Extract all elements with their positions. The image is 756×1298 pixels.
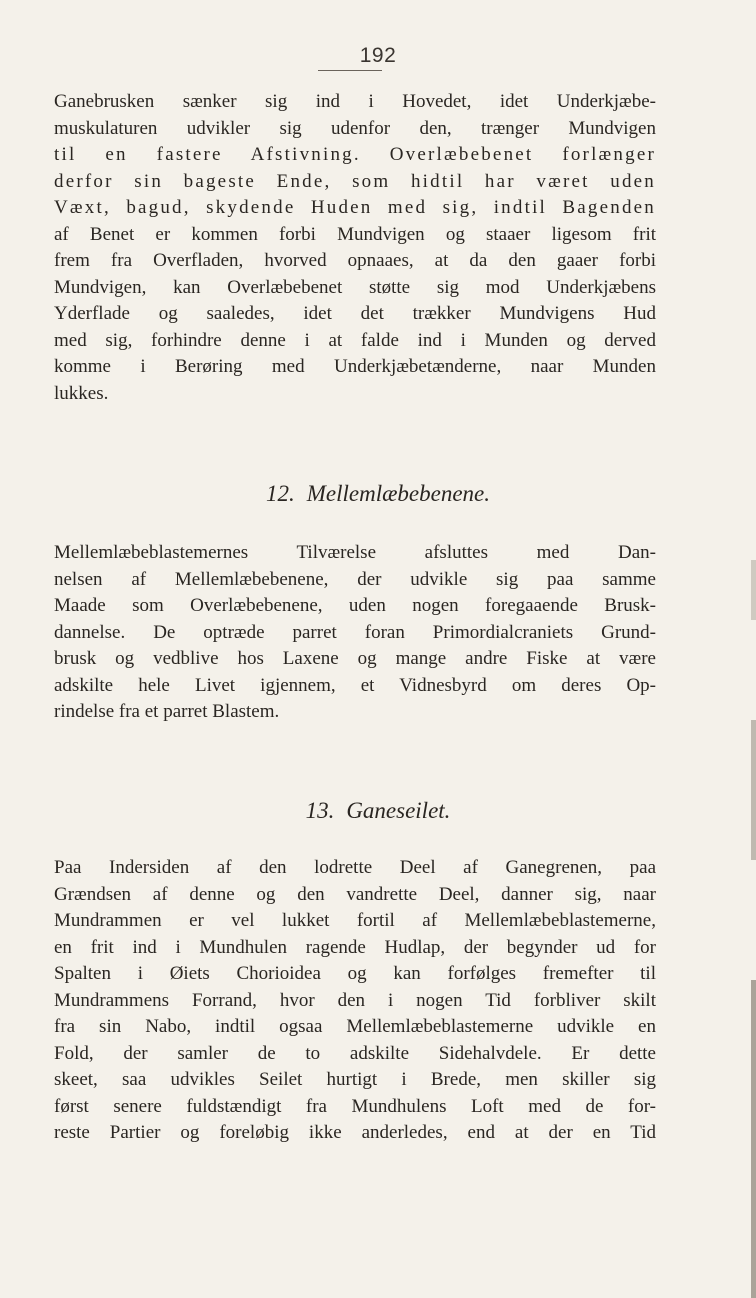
text-line: Spalten i Øiets Chorioidea og kan forfølges fremefter til [54,963,656,984]
text-line: af Benet er kommen forbi Mundvigen og staaer ligesom frit [54,223,656,245]
scan-edge-shadow [751,720,756,860]
text-line: først senere fuldstændigt fra Mundhulens Loft med de for- [54,1095,656,1117]
text-line: Maade som Overlæbebenene, uden nogen foregaaende Brusk- [54,595,656,616]
text-line: en frit ind i Mundhulen ragende Hudlap, der begynder ud for [54,936,656,958]
text-line: adskilte hele Livet igjennem, et Vidnesbyrd om deres Op- [54,674,656,696]
text-line: Væxt, bagud, skydende Huden med sig, indtil Bagenden [54,197,656,218]
text-line: derfor sin bageste Ende, som hidtil har været uden [54,170,656,192]
text-line: fra sin Nabo, indtil ogsaa Mellemlæbeblastemerne udvikle en [54,1016,656,1037]
text-line: muskulaturen udvikler sig udenfor den, trænger Mundvigen [54,117,656,139]
text-line: med sig, forhindre denne i at falde ind i Munden og derved [54,329,656,351]
page-number: 192 [359,44,397,67]
text-line: komme i Berøring med Underkjæbetænderne, naar Munden [54,356,656,377]
text-line: Mundrammen er vel lukket fortil af Mellemlæbeblastemerne, [54,910,656,931]
text-line: Mundrammens Forrand, hvor den i nogen Tid forbliver skilt [54,989,656,1011]
paragraph-3 [54,855,656,1147]
section-number: 13. [305,798,335,823]
text-line: nelsen af Mellemlæbebenene, der udvikle sig paa samme [54,568,656,590]
section-number: 12. [265,481,295,506]
text-line: Grændsen af denne og den vandrette Deel, danner sig, naar [54,883,656,905]
text-line: Ganebrusken sænker sig ind i Hovedet, idet Underkjæbe- [54,91,656,112]
text-line: Mellemlæbeblastemernes Tilværelse afsluttes med Dan- [54,542,656,563]
text-line: frem fra Overfladen, hvorved opnaaes, at da den gaaer forbi [54,250,656,271]
text-line: reste Partier og foreløbig ikke anderledes, end at der en Tid [54,1122,656,1143]
scan-edge-shadow [751,560,756,620]
text-line: brusk og vedblive hos Laxene og mange andre Fiske at være [54,648,656,669]
text-line: Paa Indersiden af den lodrette Deel af Ganegrenen, paa [54,857,656,878]
text-line: Fold, der samler de to adskilte Sidehalvdele. Er dette [54,1042,656,1064]
page-number-underline [318,70,382,71]
paragraph-2 [54,540,656,726]
text-line: skeet, saa udvikles Seilet hurtigt i Brede, men skiller sig [54,1069,656,1090]
text-line: Yderflade og saaledes, idet det trækker Mundvigens Hud [54,303,656,324]
section-title: Ganeseilet. [346,798,451,823]
text-line: til en fastere Afstivning. Overlæbebenet forlænger [54,144,656,165]
text-line: Mundvigen, kan Overlæbebenet støtte sig mod Underkjæbens [54,276,656,298]
text-line: dannelse. De optræde parret foran Primordialcraniets Grund- [54,621,656,643]
paragraph-1 [54,89,656,407]
text-line: lukkes. [54,382,109,404]
section-heading-12 [0,481,756,507]
text-line: rindelse fra et parret Blastem. [54,701,280,722]
section-heading-13 [0,798,756,824]
section-title: Mellemlæbebenene. [306,481,491,506]
scan-edge-shadow [751,980,756,1298]
